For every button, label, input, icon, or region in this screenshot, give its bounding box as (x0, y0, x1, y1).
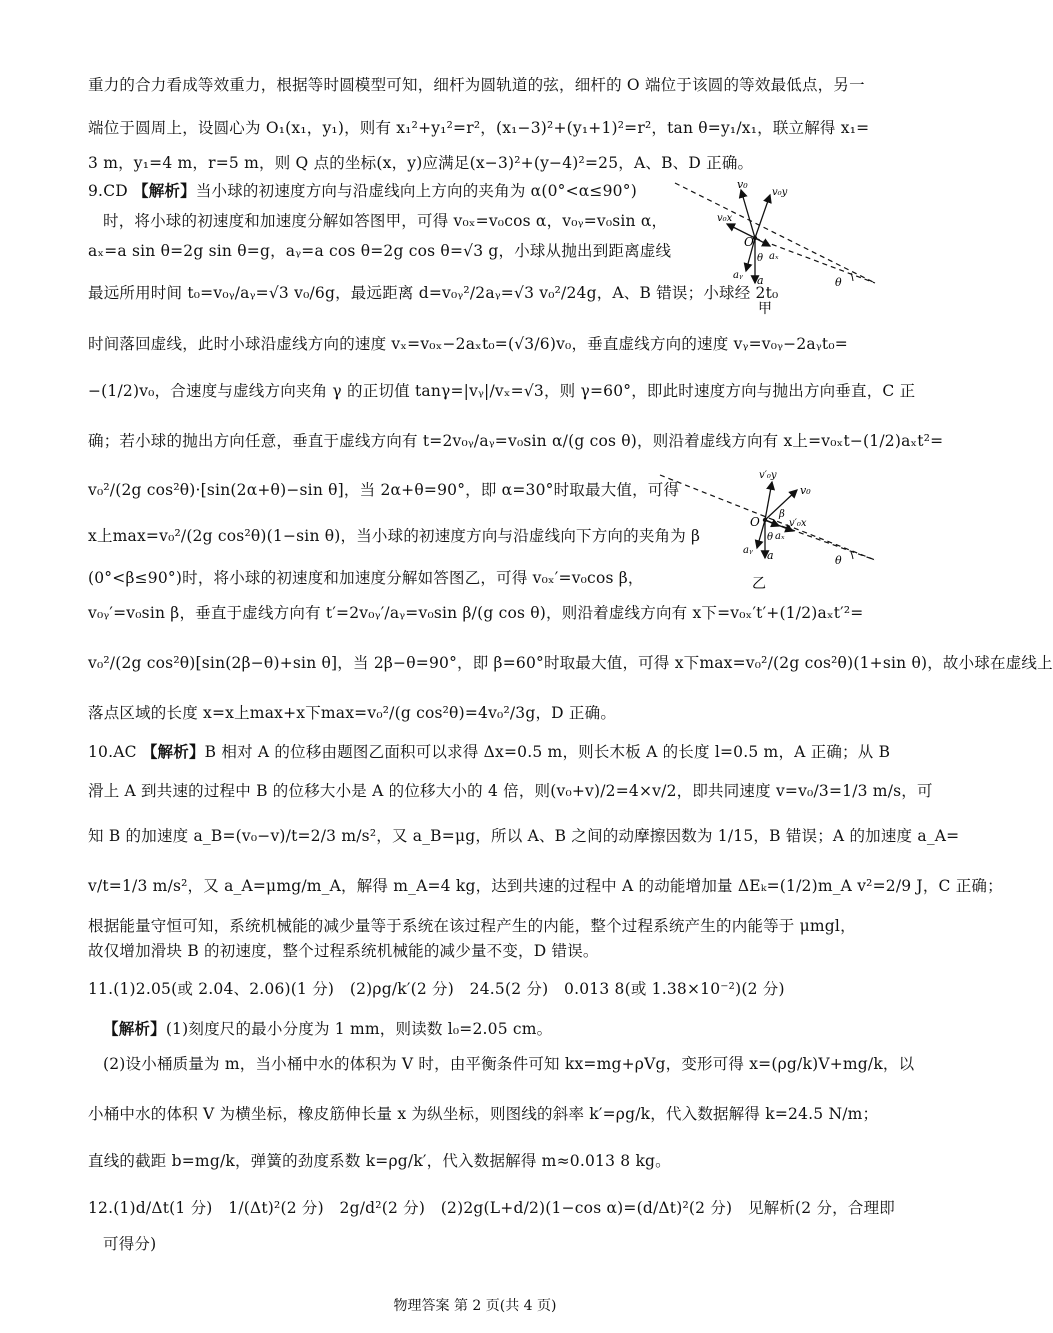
figure-label: v₀ (800, 484, 811, 497)
text-line: x上max=v₀²/(2g cos²θ)(1−sin θ)，当小球的初速度方向与沿虚线向下方向的夹角为 β (88, 527, 701, 545)
figure-yi (655, 460, 880, 595)
figure-label: θ (757, 253, 764, 264)
figure-label: aᵧ (733, 270, 743, 281)
text-line: 端位于圆周上，设圆心为 O₁(x₁，y₁)，则有 x₁²+y₁²=r²，(x₁−3)²+(y₁+1)²=r²，tan θ=y₁/x₁，联立解得 x₁= (88, 119, 870, 137)
figure-label: aₓ (769, 251, 779, 262)
text-line: 知 B 的加速度 a_B=(v₀−v)/t=2/3 m/s²，又 a_B=μg，所以 A、B 之间的动摩擦因数为 1/15，B 错误；A 的加速度 a_A= (88, 827, 960, 845)
problem-10-heading: 10.AC 【解析】B 相对 A 的位移由题图乙面积可以求得 Δx=0.5 m，则长木板 A 的长度 l=0.5 m，A 正确；从 B (88, 742, 891, 761)
figure-label: v₀x (717, 213, 733, 224)
figure-label: a (757, 274, 764, 287)
figure-caption: 甲 (758, 301, 772, 317)
text-line: 确；若小球的抛出方向任意，垂直于虚线方向有 t=2v₀ᵧ/aᵧ=v₀sin α/(g cos θ)，则沿着虚线方向有 x上=v₀ₓt−(1/2)aₓt²= (88, 432, 944, 450)
text-line: 故仅增加滑块 B 的初速度，整个过程系统机械能的减少量不变，D 错误。 (88, 942, 599, 960)
figure-jia (655, 175, 880, 320)
figure-label: v₀ (737, 178, 748, 191)
figure-label: O (744, 235, 754, 249)
text-line: 滑上 A 到共速的过程中 B 的位移大小是 A 的位移大小的 4 倍，则(v₀+v)/2=4×v/2，即共同速度 v=v₀/3=1/3 m/s，可 (88, 782, 933, 800)
text-line: 落点区域的长度 x=x上max+x下max=v₀²/(g cos²θ)=4v₀²/3g，D 正确。 (88, 704, 617, 722)
problem-11-heading: 11.(1)2.05(或 2.04、2.06)(1 分) (2)ρg/k′(2 分) 24.5(2 分) 0.013 8(或 1.38×10⁻²)(2 分) (88, 980, 785, 998)
text-line: (2)设小桶质量为 m，当小桶中水的体积为 V 时，由平衡条件可知 kx=mg+ρVg，变形可得 x=(ρg/k)V+mg/k，以 (103, 1055, 915, 1073)
figure-label: v₀y (772, 187, 788, 198)
text-line: 时间落回虚线，此时小球沿虚线方向的速度 vₓ=v₀ₓ−2aₓt₀=(√3/6)v₀，垂直虚线方向的速度 vᵧ=v₀ᵧ−2aᵧt₀= (88, 335, 848, 353)
text-line: v₀²/(2g cos²θ)[sin(2β−θ)+sin θ]，当 2β−θ=90°，即 β=60°时取最大值，可得 x下max=v₀²/(2g cos²θ)(1+sin θ)，故小球在虚线上 (88, 654, 1053, 672)
figure-label: θ (835, 554, 842, 567)
figure-label: v′₀y (759, 470, 777, 481)
text-line: 时，将小球的初速度和加速度分解如答图甲，可得 v₀ₓ=v₀cos α，v₀ᵧ=v₀sin α， (103, 212, 668, 230)
text-line: 小桶中水的体积 V 为横坐标，橡皮筋伸长量 x 为纵坐标，则图线的斜率 k′=ρg/k，代入数据解得 k=24.5 N/m； (88, 1105, 879, 1123)
figure-caption: 乙 (752, 576, 766, 592)
figure-label: v′₀x (789, 518, 807, 529)
text-line: 重力的合力看成等效重力，根据等时圆模型可知，细杆为圆轨道的弦，细杆的 O 端位于该圆的等效最低点，另一 (88, 76, 865, 94)
text-line: (0°<β≤90°)时，将小球的初速度和加速度分解如答图乙，可得 v₀ₓ′=v₀cos β， (88, 569, 644, 587)
text-line: 可得分) (103, 1235, 157, 1253)
figure-label: aᵧ (743, 545, 753, 556)
figure-label: a (767, 549, 774, 562)
text-line: 【解析】(1)刻度尺的最小分度为 1 mm，则读数 l₀=2.05 cm。 (103, 1019, 553, 1038)
text-line: aₓ=a sin θ=2g sin θ=g，aᵧ=a cos θ=2g cos θ=√3 g，小球从抛出到距离虚线 (88, 242, 672, 260)
text-line: 直线的截距 b=mg/k，弹簧的劲度系数 k=ρg/k′，代入数据解得 m≈0.013 8 kg。 (88, 1152, 671, 1170)
text-line: v₀²/(2g cos²θ)·[sin(2α+θ)−sin θ]，当 2α+θ=90°，即 α=30°时取最大值，可得 (88, 481, 680, 499)
text-line: 根据能量守恒可知，系统机械能的减少量等于系统在该过程产生的内能，整个过程系统产生的内能等于 μmgl， (88, 917, 856, 935)
text-line: 3 m，y₁=4 m，r=5 m，则 Q 点的坐标(x，y)应满足(x−3)²+(y−4)²=25，A、B、D 正确。 (88, 154, 754, 172)
figure-label: β (779, 509, 785, 520)
text-line: v₀ᵧ′=v₀sin β，垂直于虚线方向有 t′=2v₀ᵧ′/aᵧ=v₀sin β/(g cos θ)，则沿着虚线方向有 x下=v₀ₓ′t′+(1/2)aₓt′²= (88, 604, 864, 622)
page-footer: 物理答案 第 2 页(共 4 页) (393, 1298, 557, 1314)
problem-12-heading: 12.(1)d/Δt(1 分) 1/(Δt)²(2 分) 2g/d²(2 分) (2)2g(L+d/2)(1−cos α)=(d/Δt)²(2 分) 见解析(2 分，合理即 (88, 1199, 895, 1217)
text-line: −(1/2)v₀，合速度与虚线方向夹角 γ 的正切值 tanγ=|vᵧ|/vₓ=√3，则 γ=60°，即此时速度方向与抛出方向垂直，C 正 (88, 382, 916, 400)
figure-label: O (750, 515, 760, 529)
figure-label: θ (835, 276, 842, 289)
text-line: v/t=1/3 m/s²，又 a_A=μmg/m_A，解得 m_A=4 kg，达到共速的过程中 A 的动能增加量 ΔEₖ=(1/2)m_A v²=2/9 J，C 正确； (88, 877, 1003, 895)
text-line: 最远所用时间 t₀=v₀ᵧ/aᵧ=√3 v₀/6g，最远距离 d=v₀ᵧ²/2aᵧ=√3 v₀²/24g，A、B 错误；小球经 2t₀ (88, 284, 779, 302)
problem-9-heading: 9.CD 【解析】当小球的初速度方向与沿虚线向上方向的夹角为 α(0°<α≤90°) (88, 181, 637, 200)
figure-label: aₓ (775, 531, 785, 542)
figure-label: θ (767, 532, 774, 543)
